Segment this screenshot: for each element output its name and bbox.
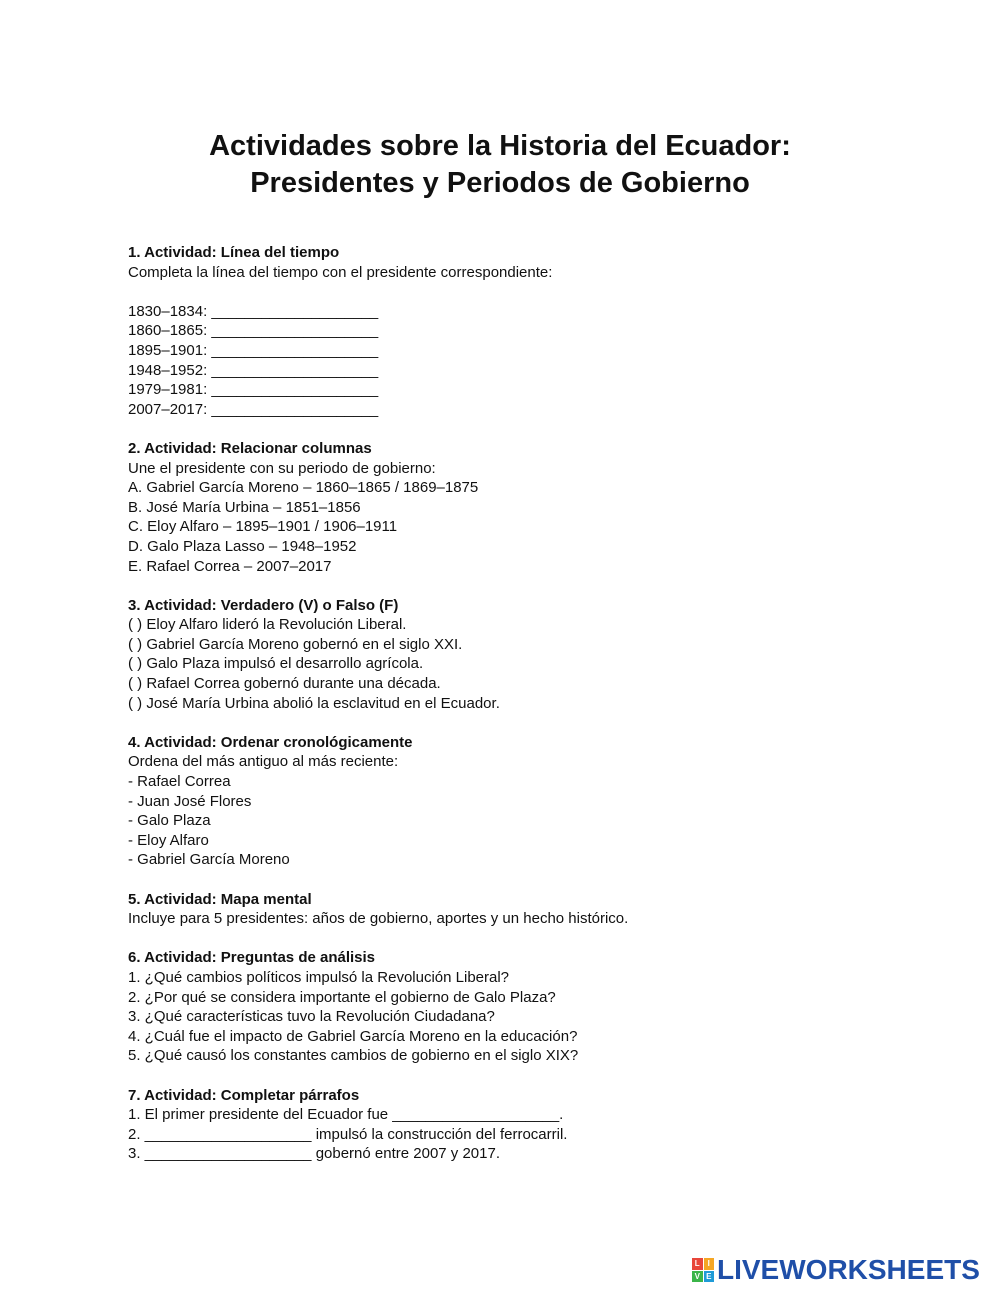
section-line: 2. ¿Por qué se considera importante el gobierno de Galo Plaza? (128, 988, 556, 1006)
section-line: 3. ____________________ gobernó entre 2007 y 2017. (128, 1145, 501, 1163)
section-heading: 7. Actividad: Completar párrafos (128, 1086, 360, 1104)
section-line: 2007–2017: ____________________ (128, 400, 379, 418)
section-spacer (128, 576, 888, 596)
section-line: 1860–1865: ____________________ (128, 322, 379, 340)
activity-section-5 (128, 890, 888, 929)
activity-section-3 (128, 596, 888, 714)
section-line: 4. ¿Cuál fue el impacto de Gabriel García Moreno en la educación? (128, 1027, 578, 1045)
section-line: ( ) Eloy Alfaro lideró la Revolución Liberal. (128, 616, 407, 634)
section-line: B. José María Urbina – 1851–1856 (128, 498, 361, 516)
section-heading: 2. Actividad: Relacionar columnas (128, 439, 372, 457)
section-line: ( ) Gabriel García Moreno gobernó en el siglo XXI. (128, 635, 463, 653)
section-line: 1979–1981: ____________________ (128, 381, 379, 399)
section-line: - Galo Plaza (128, 812, 211, 830)
blank-line (128, 282, 888, 302)
section-heading: 3. Actividad: Verdadero (V) o Falso (F) (128, 596, 399, 614)
section-line: ( ) Galo Plaza impulsó el desarrollo agrícola. (128, 655, 424, 673)
page-title (0, 128, 1000, 202)
section-spacer (128, 1066, 888, 1086)
section-line: 1830–1834: ____________________ (128, 302, 379, 320)
logo-text: LIVEWORKSHEETS (717, 1254, 980, 1285)
logo-badge-cell: I (704, 1258, 715, 1270)
section-line: Incluye para 5 presidentes: años de gobierno, aportes y un hecho histórico. (128, 910, 629, 928)
logo-badge-icon (692, 1258, 714, 1282)
activity-section-1 (128, 243, 888, 419)
activity-section-7 (128, 1086, 888, 1164)
section-line: A. Gabriel García Moreno – 1860–1865 / 1869–1875 (128, 479, 479, 497)
activity-section-6 (128, 948, 888, 1066)
section-heading: 5. Actividad: Mapa mental (128, 890, 312, 908)
section-line: 3. ¿Qué características tuvo la Revolución Ciudadana? (128, 1008, 495, 1026)
section-heading: 6. Actividad: Preguntas de análisis (128, 949, 376, 967)
logo-badge-cell: L (692, 1258, 703, 1270)
activity-section-2 (128, 439, 888, 576)
section-line: - Juan José Flores (128, 792, 252, 810)
title-line-2: Presidentes y Periodos de Gobierno (250, 167, 750, 199)
section-line: 1948–1952: ____________________ (128, 361, 379, 379)
section-heading: 4. Actividad: Ordenar cronológicamente (128, 733, 413, 751)
section-spacer (128, 713, 888, 733)
section-line: - Eloy Alfaro (128, 831, 209, 849)
section-line: Completa la línea del tiempo con el presidente correspondiente: (128, 263, 553, 281)
title-line-1: Actividades sobre la Historia del Ecuador: (209, 130, 791, 162)
activity-section-4 (128, 733, 888, 870)
worksheet-content (128, 243, 888, 1164)
section-line: 5. ¿Qué causó los constantes cambios de gobierno en el siglo XIX? (128, 1047, 579, 1065)
section-line: ( ) Rafael Correa gobernó durante una década. (128, 675, 441, 693)
section-heading: 1. Actividad: Línea del tiempo (128, 244, 340, 261)
section-line: Ordena del más antiguo al más reciente: (128, 753, 399, 771)
section-line: C. Eloy Alfaro – 1895–1901 / 1906–1911 (128, 518, 398, 536)
section-line: 1. El primer presidente del Ecuador fue ____________________. (128, 1106, 564, 1124)
section-spacer (128, 419, 888, 439)
section-line: E. Rafael Correa – 2007–2017 (128, 557, 332, 575)
liveworksheets-logo (692, 1256, 980, 1284)
logo-badge-cell: V (692, 1271, 703, 1283)
section-line: 2. ____________________ impulsó la construcción del ferrocarril. (128, 1125, 568, 1143)
logo-badge-cell: E (704, 1271, 715, 1283)
section-line: - Gabriel García Moreno (128, 851, 290, 869)
section-spacer (128, 929, 888, 949)
section-line: Une el presidente con su periodo de gobierno: (128, 459, 436, 477)
section-line: D. Galo Plaza Lasso – 1948–1952 (128, 537, 357, 555)
section-line: ( ) José María Urbina abolió la esclavitud en el Ecuador. (128, 694, 500, 712)
section-line: - Rafael Correa (128, 773, 231, 791)
section-line: 1. ¿Qué cambios políticos impulsó la Revolución Liberal? (128, 968, 510, 986)
section-line: 1895–1901: ____________________ (128, 341, 379, 359)
section-spacer (128, 870, 888, 890)
